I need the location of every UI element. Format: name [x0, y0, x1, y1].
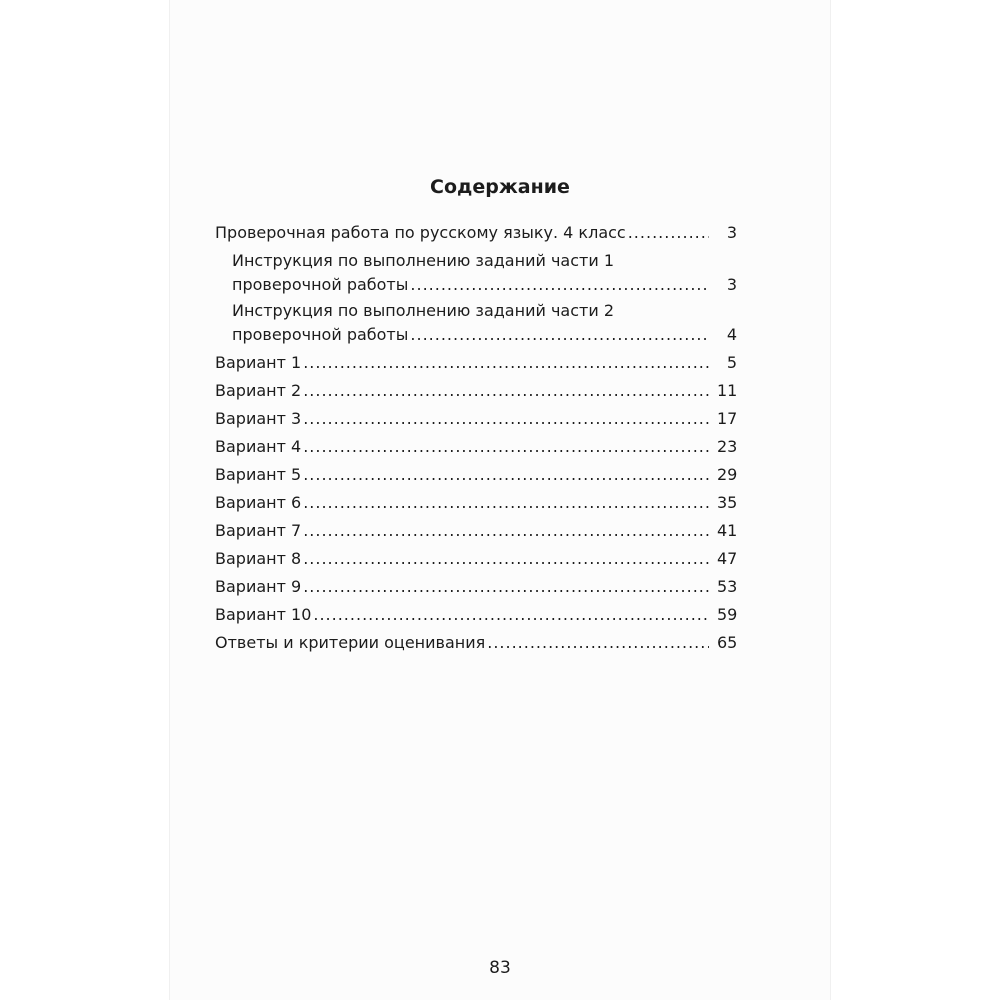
- toc-subentry-line2: проверочной работы: [232, 325, 409, 344]
- toc-entry[interactable]: [215, 377, 737, 405]
- leader-dots: [628, 219, 709, 247]
- toc-entry-label: Вариант 3: [215, 409, 302, 428]
- toc-entry[interactable]: [215, 545, 737, 573]
- leader-dots: [313, 601, 709, 629]
- table-of-contents: [215, 219, 737, 657]
- toc-entry-page: 29: [717, 465, 738, 484]
- toc-entry-page: 3: [726, 223, 737, 242]
- leader-dots: [303, 349, 709, 377]
- leader-dots: [303, 461, 709, 489]
- toc-subentry-line1: Инструкция по выполнению заданий части 1: [232, 251, 614, 270]
- toc-entry-label: Вариант 1: [215, 353, 302, 372]
- toc-entry[interactable]: [215, 461, 737, 489]
- toc-subentry[interactable]: [215, 299, 737, 347]
- toc-entry-page: 47: [717, 549, 738, 568]
- toc-entry-page: 11: [717, 381, 738, 400]
- toc-entry-label: Вариант 10: [215, 605, 312, 624]
- page-title: Содержание: [430, 176, 570, 198]
- leader-dots: [303, 377, 709, 405]
- toc-entry-page: 17: [717, 409, 738, 428]
- toc-entry-label: Вариант 8: [215, 549, 302, 568]
- toc-entry-page: 53: [717, 577, 738, 596]
- toc-subentry[interactable]: [215, 249, 737, 297]
- toc-entry-label: Вариант 7: [215, 521, 302, 540]
- toc-entry[interactable]: [215, 489, 737, 517]
- toc-entry-page: 23: [717, 437, 738, 456]
- toc-entry-page: 35: [717, 493, 738, 512]
- toc-subentry-line1: Инструкция по выполнению заданий части 2: [232, 301, 614, 320]
- toc-entry[interactable]: [215, 573, 737, 601]
- toc-entry-page: 65: [717, 633, 738, 652]
- leader-dots: [303, 545, 709, 573]
- toc-entry[interactable]: [215, 219, 737, 247]
- toc-entry-label: Ответы и критерии оценивания: [215, 633, 486, 652]
- page-number: 83: [489, 958, 511, 978]
- toc-entry-label: Вариант 2: [215, 381, 302, 400]
- toc-entry-page: 59: [717, 605, 738, 624]
- toc-entry-page: 5: [726, 353, 737, 372]
- leader-dots: [303, 433, 709, 461]
- leader-dots: [303, 405, 709, 433]
- toc-entry[interactable]: [215, 629, 737, 657]
- toc-entry-page: 3: [726, 275, 737, 294]
- leader-dots: [303, 517, 709, 545]
- leader-dots: [303, 489, 709, 517]
- toc-entry[interactable]: [215, 405, 737, 433]
- toc-entry-label: Вариант 9: [215, 577, 302, 596]
- leader-dots: [410, 273, 709, 297]
- toc-entry-page: 41: [717, 521, 738, 540]
- toc-entry[interactable]: [215, 433, 737, 461]
- toc-entry-label: Вариант 4: [215, 437, 302, 456]
- leader-dots: [410, 323, 709, 347]
- toc-subentry-line2: проверочной работы: [232, 275, 409, 294]
- leader-dots: [303, 573, 709, 601]
- leader-dots: [487, 629, 709, 657]
- toc-entry-label: Вариант 5: [215, 465, 302, 484]
- toc-entry-label: Вариант 6: [215, 493, 302, 512]
- toc-entry[interactable]: [215, 517, 737, 545]
- toc-entry-label: Проверочная работа по русскому языку. 4 класс: [215, 223, 626, 242]
- toc-entry-page: 4: [726, 325, 737, 344]
- toc-entry[interactable]: [215, 601, 737, 629]
- toc-entry[interactable]: [215, 349, 737, 377]
